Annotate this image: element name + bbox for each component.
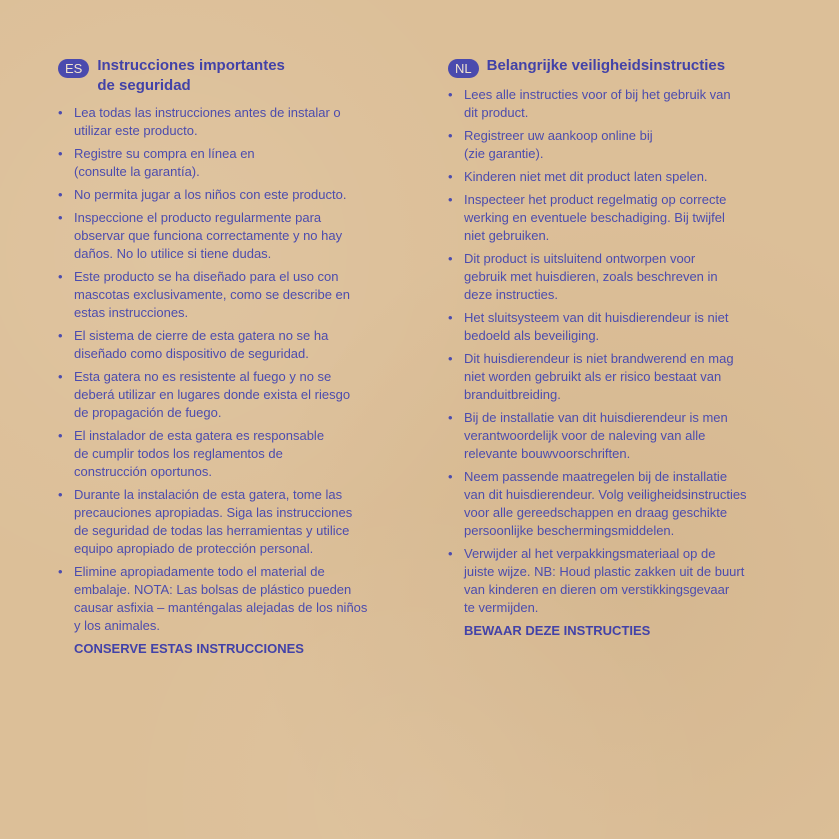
- bullet-icon: •: [58, 105, 63, 120]
- instruction-text-line: Bij de installatie van dit huisdierendeur is men: [464, 410, 728, 425]
- instruction-text-line: Registre su compra en línea en: [74, 146, 255, 161]
- bullet-icon: •: [448, 169, 453, 184]
- bullet-icon: •: [448, 469, 453, 484]
- bullet-icon: •: [448, 192, 453, 207]
- instruction-text-line: Inspeccione el producto regularmente para: [74, 210, 322, 225]
- instruction-text-line: mascotas exclusivamente, como se describe en: [74, 287, 351, 302]
- instruction-item: [58, 268, 398, 322]
- instruction-text-line: te vermijden.: [464, 600, 539, 615]
- instruction-text-line: Dit product is uitsluitend ontworpen voor: [464, 251, 696, 266]
- bullet-icon: •: [58, 369, 63, 384]
- dutch-closing-note: BEWAAR DEZE INSTRUCTIES: [464, 623, 651, 638]
- instruction-text-line: Elimine apropiadamente todo el material de: [74, 564, 325, 579]
- instruction-text-line: branduitbreiding.: [464, 387, 561, 402]
- bullet-icon: •: [58, 328, 63, 343]
- instruction-text-line: de cumplir todos los reglamentos de: [74, 446, 283, 461]
- instruction-text-line: van kinderen en dieren om verstikkingsgevaar: [464, 582, 730, 597]
- instruction-item: [448, 86, 788, 122]
- instruction-text-line: gebruik met huisdieren, zoals beschreven in: [464, 269, 718, 284]
- instruction-text-line: El sistema de cierre de esta gatera no se ha: [74, 328, 329, 343]
- instruction-text-line: werking en eventuele beschadiging. Bij twijfel: [464, 210, 725, 225]
- bullet-icon: •: [448, 87, 453, 102]
- title-line: de seguridad: [97, 77, 191, 94]
- instruction-text-line: van dit huisdierendeur. Volg veiligheidsinstructies: [464, 487, 747, 502]
- title-line: Instrucciones importantes: [97, 57, 285, 74]
- instruction-item: [448, 250, 788, 304]
- instruction-text-line: embalaje. NOTA: Las bolsas de plástico pueden: [74, 582, 352, 597]
- bullet-icon: •: [58, 487, 63, 502]
- instruction-text-line: equipo apropiado de protección personal.: [74, 541, 314, 556]
- instruction-item: [58, 327, 398, 363]
- instruction-text-line: y los animales.: [74, 618, 160, 633]
- instruction-text-line: niet gebruiken.: [464, 228, 550, 243]
- instruction-text-line: diseñado como dispositivo de seguridad.: [74, 346, 309, 361]
- bullet-icon: •: [448, 251, 453, 266]
- instruction-item: [58, 209, 398, 263]
- bullet-icon: •: [58, 146, 63, 161]
- instruction-item: [448, 409, 788, 463]
- instruction-text-line: Lea todas las instrucciones antes de instalar o: [74, 105, 341, 120]
- bullet-icon: •: [448, 410, 453, 425]
- instruction-text-line: Durante la instalación de esta gatera, tome las: [74, 487, 343, 502]
- instruction-text-line: Dit huisdierendeur is niet brandwerend en mag: [464, 351, 734, 366]
- instruction-text-line: de seguridad de todas las herramientas y utilice: [74, 523, 350, 538]
- instruction-text-line: deberá utilizar en lugares donde exista el riesgo: [74, 387, 351, 402]
- bullet-icon: •: [58, 564, 63, 579]
- instruction-text-line: estas instrucciones.: [74, 305, 189, 320]
- instruction-item: [58, 186, 398, 204]
- instruction-text-line: Verwijder al het verpakkingsmateriaal op de: [464, 546, 716, 561]
- instruction-item: [448, 309, 788, 345]
- instruction-text-line: Este producto se ha diseñado para el uso con: [74, 269, 339, 284]
- instruction-text-line: construcción oportunos.: [74, 464, 213, 479]
- instruction-item: [448, 468, 788, 540]
- instruction-text-line: Esta gatera no es resistente al fuego y no se: [74, 369, 332, 384]
- instruction-text-line: Inspecteer het product regelmatig op correcte: [464, 192, 727, 207]
- instruction-item: [58, 427, 398, 481]
- instruction-item: [448, 168, 788, 186]
- instruction-item: [448, 127, 788, 163]
- instruction-text-line: voor alle gereedschappen en draag geschikte: [464, 505, 728, 520]
- instruction-text-line: causar asfixia – manténgalas alejadas de los niños: [74, 600, 368, 615]
- dutch-instruction-list: [448, 86, 788, 617]
- instruction-text-line: No permita jugar a los niños con este producto.: [74, 187, 347, 202]
- instruction-text-line: deze instructies.: [464, 287, 558, 302]
- dutch-title: [487, 56, 725, 76]
- dutch-section: [448, 56, 788, 640]
- instruction-item: [58, 145, 398, 181]
- instruction-text-line: daños. No lo utilice si tiene dudas.: [74, 246, 272, 261]
- instruction-item: [58, 104, 398, 140]
- bullet-icon: •: [448, 310, 453, 325]
- spanish-title: [97, 56, 285, 96]
- instruction-text-line: precauciones apropiadas. Siga las instrucciones: [74, 505, 353, 520]
- instruction-item: [448, 191, 788, 245]
- instruction-text-line: verantwoordelijk voor de naleving van alle: [464, 428, 706, 443]
- language-badge-nl: NL: [448, 59, 479, 78]
- instruction-text-line: (consulte la garantía).: [74, 164, 200, 179]
- spanish-closing-note: CONSERVE ESTAS INSTRUCCIONES: [74, 641, 304, 656]
- bullet-icon: •: [58, 428, 63, 443]
- title-line: Belangrijke veiligheidsinstructies: [486, 57, 726, 74]
- instruction-item: [58, 563, 398, 635]
- instruction-item: [58, 486, 398, 558]
- instruction-text-line: Lees alle instructies voor of bij het gebruik van: [464, 87, 731, 102]
- instruction-text-line: Het sluitsysteem van dit huisdierendeur is niet: [464, 310, 729, 325]
- instruction-text-line: Kinderen niet met dit product laten spelen.: [464, 169, 708, 184]
- instruction-text-line: Registreer uw aankoop online bij: [464, 128, 653, 143]
- spanish-instruction-list: [58, 104, 398, 635]
- instruction-item: [448, 350, 788, 404]
- bullet-icon: •: [58, 187, 63, 202]
- dutch-heading: [448, 56, 788, 78]
- instruction-text-line: observar que funciona correctamente y no hay: [74, 228, 343, 243]
- bullet-icon: •: [448, 128, 453, 143]
- instruction-text-line: relevante bouwvoorschriften.: [464, 446, 631, 461]
- instruction-text-line: bedoeld als beveiliging.: [464, 328, 600, 343]
- spanish-heading: [58, 56, 398, 96]
- instruction-text-line: Neem passende maatregelen bij de installatie: [464, 469, 728, 484]
- instruction-text-line: niet worden gebruikt als er risico bestaat van: [464, 369, 722, 384]
- instruction-item: [58, 368, 398, 422]
- instruction-text-line: de propagación de fuego.: [74, 405, 222, 420]
- bullet-icon: •: [448, 546, 453, 561]
- instruction-item: [448, 545, 788, 617]
- instruction-text-line: juiste wijze. NB: Houd plastic zakken uit de buurt: [464, 564, 745, 579]
- instruction-text-line: persoonlijke beschermingsmiddelen.: [464, 523, 675, 538]
- bullet-icon: •: [448, 351, 453, 366]
- instruction-text-line: El instalador de esta gatera es responsable: [74, 428, 325, 443]
- language-badge-es: ES: [58, 59, 89, 78]
- instruction-text-line: (zie garantie).: [464, 146, 544, 161]
- instruction-text-line: utilizar este producto.: [74, 123, 198, 138]
- bullet-icon: •: [58, 210, 63, 225]
- instruction-text-line: dit product.: [464, 105, 529, 120]
- bullet-icon: •: [58, 269, 63, 284]
- spanish-section: [58, 56, 398, 658]
